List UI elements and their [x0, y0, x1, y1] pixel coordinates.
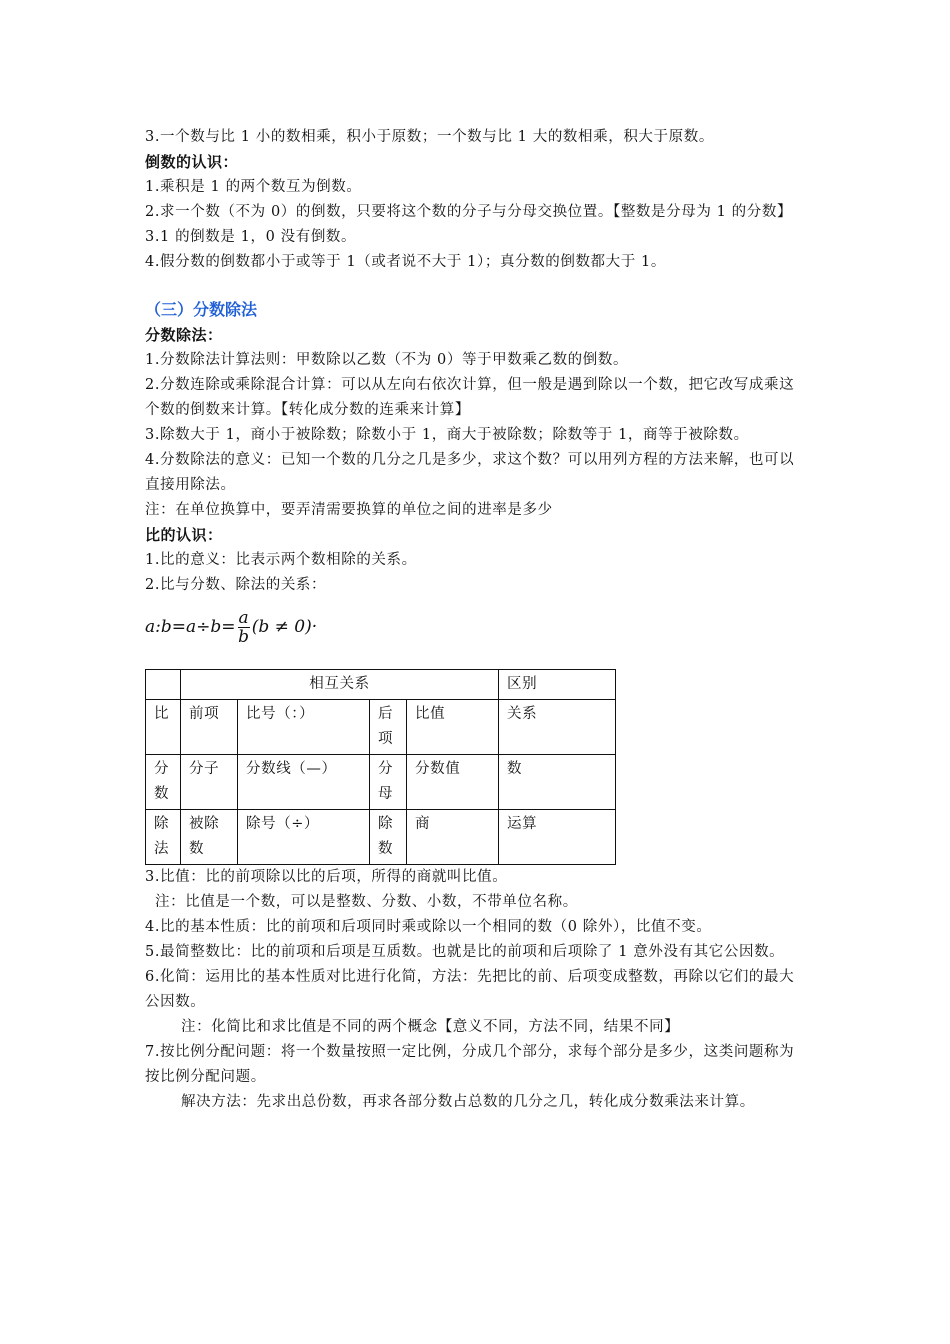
- table-cell: 运算: [499, 810, 616, 865]
- text-line: 3.比值：比的前项除以比的后项，所得的商就叫比值。: [145, 869, 508, 885]
- table-cell: 分数线（—）: [238, 755, 370, 810]
- table-cell: 除法: [146, 810, 181, 865]
- text-line: 解决方法：先求出总份数，再求各部分数占总数的几分之几，转化成分数乘法来计算。: [181, 1094, 755, 1110]
- formula-equals: =: [221, 617, 236, 637]
- text-line: 1.比的意义：比表示两个数相除的关系。: [145, 552, 417, 568]
- table-cell: 比值: [407, 700, 499, 755]
- table-cell: 分数值: [407, 755, 499, 810]
- text-line: 1.分数除法计算法则：甲数除以乙数（不为 0）等于甲数乘乙数的倒数。: [145, 352, 629, 368]
- note-line: 注：比值是一个数，可以是整数、分数、小数，不带单位名称。: [155, 894, 578, 910]
- table-row: [146, 755, 616, 810]
- table-cell: 比号（：）: [238, 700, 370, 755]
- text-line: 4.假分数的倒数都小于或等于 1（或者说不大于 1）；真分数的倒数都大于 1。: [145, 254, 666, 270]
- formula-divide: ÷: [196, 617, 211, 637]
- subheading-division: 分数除法：: [145, 326, 223, 344]
- table-cell: 关系: [499, 700, 616, 755]
- text-line: 4.分数除法的意义：已知一个数的几分之几是多少，求这个数？可以用列方程的方法来解，也可以直接用除法。: [145, 452, 795, 493]
- text-line: 2.分数连除或乘除混合计算：可以从左向右依次计算，但一般是遇到除以一个数，把它改写成乘这个数的倒数来计算。【转化成分数的连乘来计算】: [145, 377, 795, 418]
- section-title: （三）分数除法: [145, 300, 258, 319]
- table-cell: 前项: [181, 700, 238, 755]
- document-page: [145, 125, 805, 1115]
- subheading-ratio: 比的认识：: [145, 526, 223, 544]
- table-cell: 数: [499, 755, 616, 810]
- text-line: 2.比与分数、除法的关系：: [145, 577, 327, 593]
- table-cell: 商: [407, 810, 499, 865]
- table-cell: 被除数: [181, 810, 238, 865]
- text-line: 3.除数大于 1，商小于被除数；除数小于 1，商大于被除数；除数等于 1，商等于被除数。: [145, 427, 749, 443]
- table-row: [146, 810, 616, 865]
- table-row: [146, 700, 616, 755]
- table-cell: 后项: [370, 700, 407, 755]
- formula-fraction: [238, 609, 250, 646]
- formula-var-a: a: [186, 617, 197, 637]
- table-cell: 比: [146, 700, 181, 755]
- table-cell: [146, 670, 181, 700]
- formula-var-b: b: [210, 617, 222, 637]
- text-line: 5.最简整数比：比的前项和后项是互质数。也就是比的前项和后项除了 1 意外没有其它公因数。: [145, 944, 785, 960]
- text-line: 4.比的基本性质：比的前项和后项同时乘或除以一个相同的数（0 除外），比值不变。: [145, 919, 712, 935]
- text-line: 2.求一个数（不为 0）的倒数，只要将这个数的分子与分母交换位置。【整数是分母为 1 的分数】: [145, 204, 793, 220]
- formula-equals: =: [171, 617, 187, 637]
- ratio-formula: [145, 601, 805, 653]
- fraction-denominator: b: [238, 626, 250, 647]
- fraction-numerator: a: [238, 607, 249, 628]
- formula-var-b: b: [160, 617, 172, 637]
- subheading-reciprocal: 倒数的认识：: [145, 153, 239, 171]
- table-header-cell: 相互关系: [181, 670, 499, 700]
- ratio-relation-table: [145, 669, 616, 865]
- table-cell: 除号（÷）: [238, 810, 370, 865]
- text-line: 3.1 的倒数是 1，0 没有倒数。: [145, 229, 357, 245]
- note-line: 注：化简比和求比值是不同的两个概念【意义不同，方法不同，结果不同】: [181, 1019, 680, 1035]
- formula-colon: :: [155, 617, 161, 637]
- text-line: 6.化简：运用比的基本性质对比进行化简，方法：先把比的前、后项变成整数，再除以它们的最大公因数。: [145, 969, 795, 1010]
- table-cell: 除数: [370, 810, 407, 865]
- text-line: 1.乘积是 1 的两个数互为倒数。: [145, 179, 362, 195]
- table-cell: 分数: [146, 755, 181, 810]
- table-header-cell: 区别: [499, 670, 616, 700]
- note-line: 注：在单位换算中，要弄清需要换算的单位之间的进率是多少: [145, 502, 553, 518]
- table-cell: 分母: [370, 755, 407, 810]
- text-line: 7.按比例分配问题：将一个数量按照一定比例，分成几个部分，求每个部分是多少，这类问题称为按比例分配问题。: [145, 1044, 795, 1085]
- formula-var-a: a: [145, 617, 156, 637]
- formula-condition: (b ≠ 0): [251, 617, 312, 637]
- formula-dot: ·: [311, 617, 318, 637]
- text-line: 3.一个数与比 1 小的数相乘，积小于原数；一个数与比 1 大的数相乘，积大于原数。: [145, 129, 714, 145]
- table-cell: 分子: [181, 755, 238, 810]
- table-header-row: [146, 670, 616, 700]
